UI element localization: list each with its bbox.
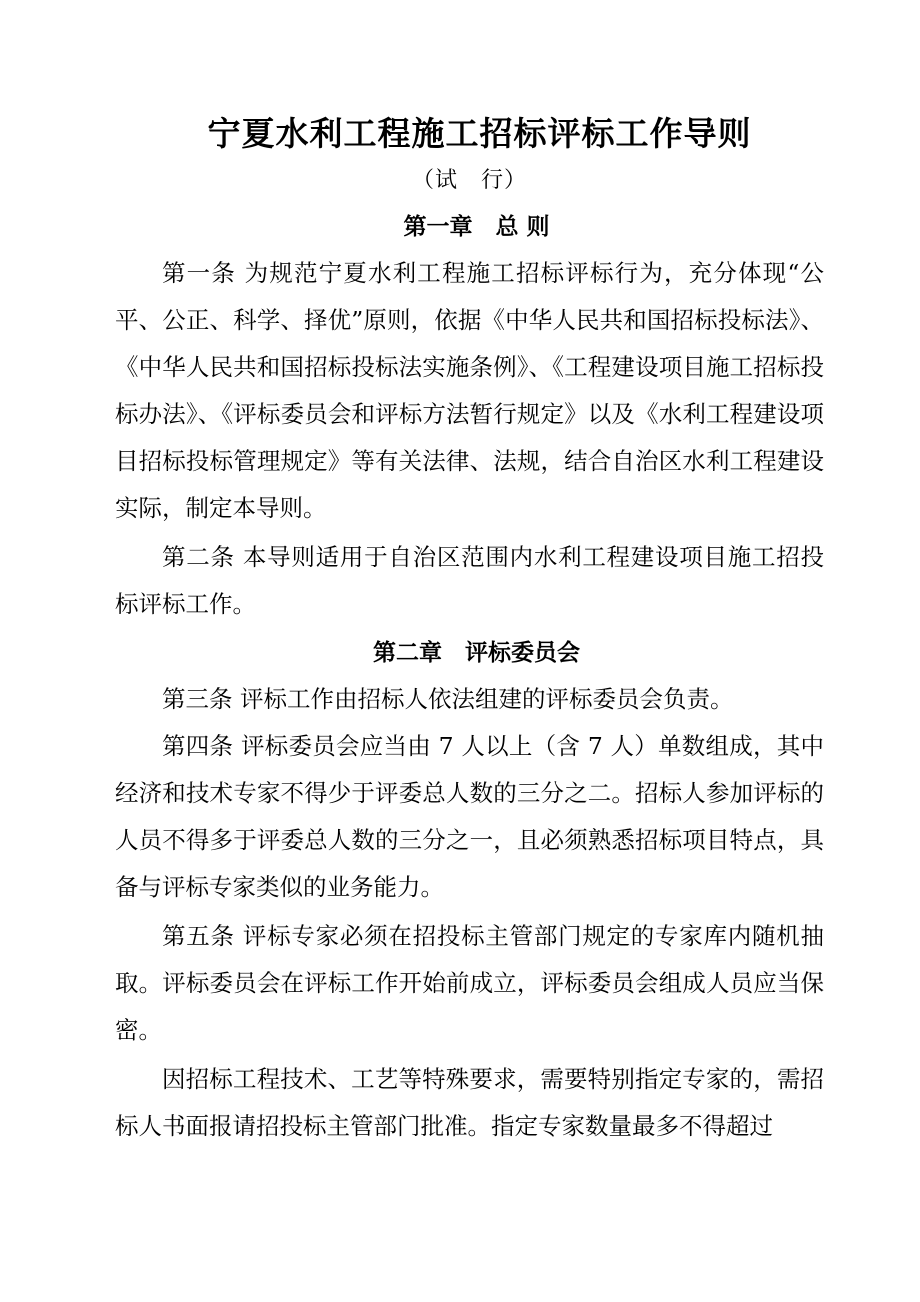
article-3-paragraph: 第三条 评标工作由招标人依法组建的评标委员会负责。 (162, 685, 734, 713)
document-subtitle: （试 行） (411, 168, 527, 193)
document-title: 宁夏水利工程施工招标评标工作导则 (207, 114, 752, 153)
chapter-1-heading: 第一章 总 则 (403, 214, 550, 240)
article-5-continuation-paragraph: 因招标工程技术、工艺等特殊要求，需要特别指定专家的，需招标人书面报请招投标主管部门批准。指定专家数量最多不得超过 (115, 1065, 824, 1140)
chapter-2-heading: 第二章 评标委员会 (373, 640, 580, 666)
article-5-paragraph: 第五条 评标专家必须在招投标主管部门规定的专家库内随机抽取。评标委员会在评标工作开始前成立，评标委员会组成人员应当保密。 (115, 922, 824, 1044)
article-1-paragraph: 第一条 为规范宁夏水利工程施工招标评标行为，充分体现“公平、公正、科学、择优”原则，依据《中华人民共和国招标投标法》、《中华人民共和国招标投标法实施条例》、《工程建设项目施工招标投标办法》、《评标委员会和评标方法暂行规定》以及《水利工程建设项目招标投标管理规定》等有关法律、法规，结合自治区水利工程建设实际，制定本导则。 (115, 259, 824, 522)
article-2-paragraph: 第二条 本导则适用于自治区范围内水利工程建设项目施工招投标评标工作。 (115, 543, 824, 618)
article-4-paragraph: 第四条 评标委员会应当由 7 人以上（含 7 人）单数组成，其中经济和技术专家不得少于评委总人数的三分之二。招标人参加评标的人员不得多于评委总人数的三分之一，且必须熟悉招标项目特点，具备与评标专家类似的业务能力。 (115, 732, 824, 901)
